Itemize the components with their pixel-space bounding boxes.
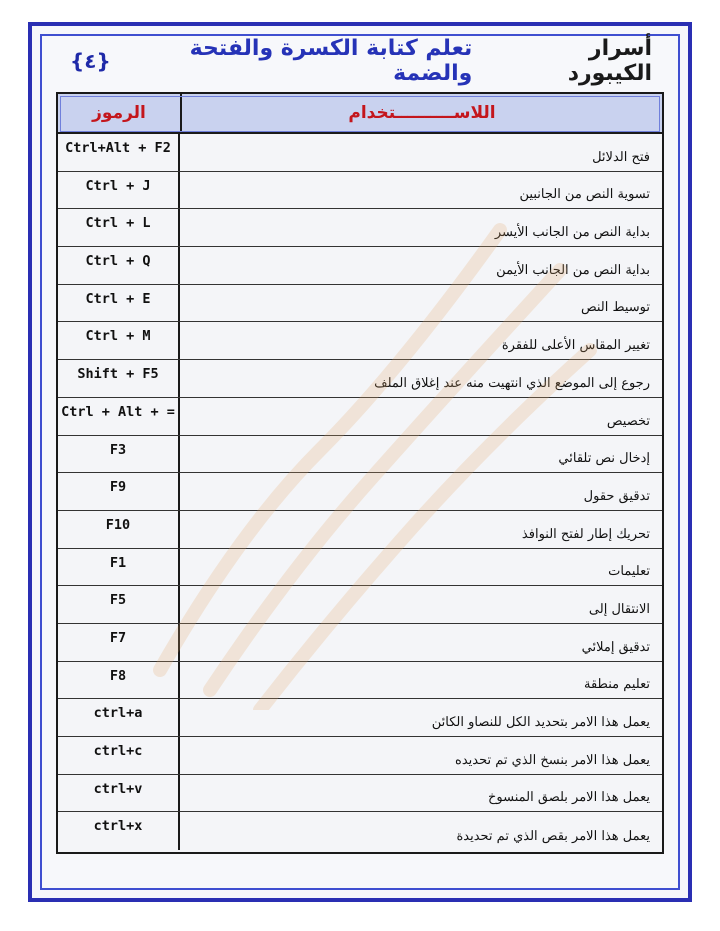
usage-cell: فتح الدلائل xyxy=(592,149,650,165)
table-header xyxy=(58,94,662,134)
code-cell: Ctrl + Alt + = xyxy=(58,398,180,435)
table-row xyxy=(58,662,662,700)
usage-cell: بداية النص من الجانب الأيمن xyxy=(496,262,650,278)
usage-cell: تخصيص xyxy=(606,413,650,429)
table-row xyxy=(58,398,662,436)
code-cell: F9 xyxy=(58,473,180,510)
usage-cell: تدقيق حقول xyxy=(583,488,650,504)
table-row xyxy=(58,511,662,549)
title-part1: أسرار الكيبورد xyxy=(567,36,652,86)
page-title xyxy=(111,36,652,86)
code-cell: F3 xyxy=(58,436,180,473)
usage-cell: تغيير المقاس الأعلى للفقرة xyxy=(501,338,650,354)
usage-cell: إدخال نص تلقائي xyxy=(558,451,650,467)
table-row xyxy=(58,134,662,172)
code-cell: F1 xyxy=(58,549,180,586)
table-row xyxy=(58,586,662,624)
usage-cell: رجوع إلى الموضع الذي انتهيت منه عند إغلاق الملف xyxy=(374,375,650,391)
code-cell: ctrl+c xyxy=(58,737,180,774)
code-cell: F7 xyxy=(58,624,180,661)
usage-cell: توسيط النص xyxy=(580,300,650,316)
table-row xyxy=(58,775,662,813)
table-row xyxy=(58,473,662,511)
usage-cell: يعمل هذا الامر بلصق المنسوخ xyxy=(488,790,650,806)
usage-cell: بداية النص من الجانب الأيسر xyxy=(494,225,650,241)
page-header xyxy=(50,36,670,86)
code-cell: F5 xyxy=(58,586,180,623)
page-number: {٤} xyxy=(70,49,111,73)
usage-cell: تدقيق إملائي xyxy=(581,639,650,655)
code-cell: Ctrl + Q xyxy=(58,247,180,284)
usage-cell: يعمل هذا الامر بتحديد الكل للنصاو الكائن xyxy=(431,715,650,730)
table-row xyxy=(58,624,662,662)
code-cell: Ctrl+Alt + F2 xyxy=(58,134,180,171)
code-cell: Ctrl + E xyxy=(58,285,180,322)
table-row xyxy=(58,322,662,360)
table-row xyxy=(58,737,662,775)
table-row xyxy=(58,247,662,285)
usage-cell: تعليم منطقة xyxy=(584,677,650,693)
code-cell: F10 xyxy=(58,511,180,548)
code-cell: Ctrl + M xyxy=(58,322,180,359)
usage-cell: تسوية النص من الجانبين xyxy=(519,187,650,203)
code-cell: ctrl+a xyxy=(58,699,180,736)
code-cell: ctrl+x xyxy=(58,812,180,850)
code-cell: Shift + F5 xyxy=(58,360,180,397)
code-cell: Ctrl + J xyxy=(58,172,180,209)
table-row xyxy=(58,699,662,737)
usage-cell: تحريك إطار لفتح النوافذ xyxy=(521,526,650,542)
code-cell: Ctrl + L xyxy=(58,209,180,246)
table-row xyxy=(58,549,662,587)
table-body xyxy=(58,134,662,850)
title-part2: تعلم كتابة الكسرة والفتحة والضمة xyxy=(189,36,473,86)
code-cell: ctrl+v xyxy=(58,775,180,812)
table-row xyxy=(58,360,662,398)
table-row xyxy=(58,172,662,210)
table-row xyxy=(58,209,662,247)
usage-cell: يعمل هذا الامر بنسخ الذي تم تحديده xyxy=(455,752,650,768)
shortcuts-table xyxy=(56,92,664,854)
usage-cell: تعليمات xyxy=(608,564,650,580)
usage-cell: يعمل هذا الامر بقص الذي تم تحديدة xyxy=(456,829,650,845)
header-usage: اللاســــــــــتخدام xyxy=(348,103,496,123)
header-codes: الرموز xyxy=(58,94,182,132)
code-cell: F8 xyxy=(58,662,180,699)
usage-cell: الانتقال إلى xyxy=(588,601,650,617)
table-row xyxy=(58,285,662,323)
table-row xyxy=(58,436,662,474)
table-row xyxy=(58,812,662,850)
